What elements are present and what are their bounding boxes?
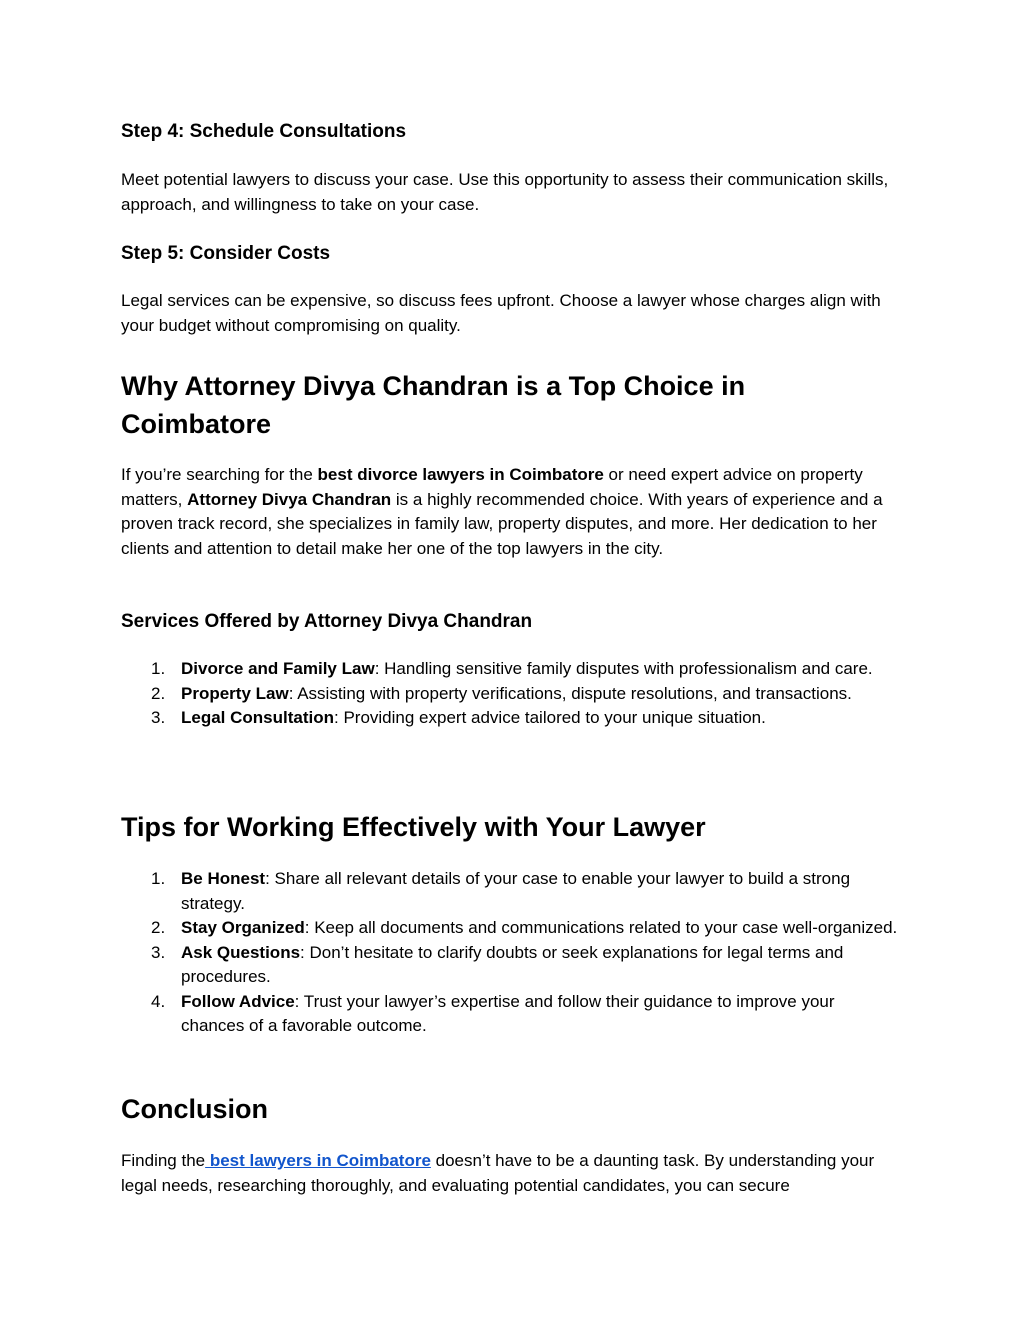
list-item bbox=[121, 941, 901, 990]
list-term: Legal Consultation bbox=[181, 708, 334, 727]
step5-heading: Step 5: Consider Costs bbox=[121, 243, 331, 264]
list-term: Follow Advice bbox=[181, 991, 295, 1011]
list-text: : Handling sensitive family disputes with professionalism and care. bbox=[374, 659, 873, 678]
why-text-1: If you’re searching for the bbox=[121, 465, 318, 484]
conclusion-text-2: doesn’t have to be a daunting task. By understanding your legal needs, researching thoroughly, and evaluating potential candidates, you can secure bbox=[121, 1151, 875, 1195]
list-term: Property Law bbox=[181, 683, 289, 703]
list-number: 4. bbox=[151, 991, 166, 1011]
conclusion-text-1: Finding the bbox=[121, 1151, 206, 1170]
conclusion-heading: Conclusion bbox=[121, 1094, 268, 1124]
tips-list bbox=[121, 867, 901, 1039]
why-bold-2: Attorney Divya Chandran bbox=[187, 489, 392, 509]
list-item bbox=[121, 916, 901, 941]
why-text-2: or need expert advice on property matters, bbox=[121, 465, 863, 509]
why-text-3: is a highly recommended choice. With years of experience and a proven track record, she specializes in family law, property disputes, and more. Her dedication to her clients and attention to detail make her one of the top lawyers in the city. bbox=[121, 489, 883, 558]
list-text: : Share all relevant details of your case to enable your lawyer to build a strong strategy. bbox=[181, 869, 851, 913]
step4-body: Meet potential lawyers to discuss your case. Use this opportunity to assess their communication skills, approach, and willingness to take on your case. bbox=[121, 170, 889, 214]
list-item bbox=[121, 990, 901, 1039]
list-term: Be Honest bbox=[181, 869, 266, 888]
list-number: 2. bbox=[151, 683, 166, 703]
list-number: 3. bbox=[151, 942, 166, 962]
list-text: : Trust your lawyer’s expertise and follow their guidance to improve your chances of a favorable outcome. bbox=[181, 991, 835, 1035]
list-term: Stay Organized bbox=[181, 918, 305, 937]
list-text: : Keep all documents and communications related to your case well-organized. bbox=[304, 918, 898, 937]
tips-heading: Tips for Working Effectively with Your Lawyer bbox=[121, 812, 706, 842]
list-item bbox=[121, 682, 901, 707]
list-term: Divorce and Family Law bbox=[181, 659, 375, 678]
list-term: Ask Questions bbox=[181, 942, 301, 962]
best-lawyers-link[interactable]: best lawyers in Coimbatore bbox=[205, 1151, 431, 1170]
services-heading: Services Offered by Attorney Divya Chandran bbox=[121, 611, 533, 632]
list-item bbox=[121, 867, 901, 916]
step4-heading: Step 4: Schedule Consultations bbox=[121, 121, 407, 142]
services-list bbox=[121, 657, 901, 731]
list-text: : Don’t hesitate to clarify doubts or seek explanations for legal terms and procedures. bbox=[181, 942, 844, 986]
why-heading: Why Attorney Divya Chandran is a Top Choice in Coimbatore bbox=[121, 371, 746, 439]
list-number: 1. bbox=[151, 659, 166, 678]
list-number: 1. bbox=[151, 869, 166, 888]
conclusion-paragraph bbox=[121, 1149, 911, 1198]
list-item bbox=[121, 706, 901, 731]
list-text: : Providing expert advice tailored to your unique situation. bbox=[334, 708, 766, 727]
list-text: : Assisting with property verifications, dispute resolutions, and transactions. bbox=[288, 683, 852, 703]
why-paragraph bbox=[121, 463, 911, 561]
list-number: 3. bbox=[151, 708, 166, 727]
list-item bbox=[121, 657, 901, 682]
step5-body: Legal services can be expensive, so discuss fees upfront. Choose a lawyer whose charges align with your budget without compromising on quality. bbox=[121, 291, 881, 335]
why-bold-1: best divorce lawyers in Coimbatore bbox=[317, 465, 604, 484]
list-number: 2. bbox=[151, 918, 166, 937]
